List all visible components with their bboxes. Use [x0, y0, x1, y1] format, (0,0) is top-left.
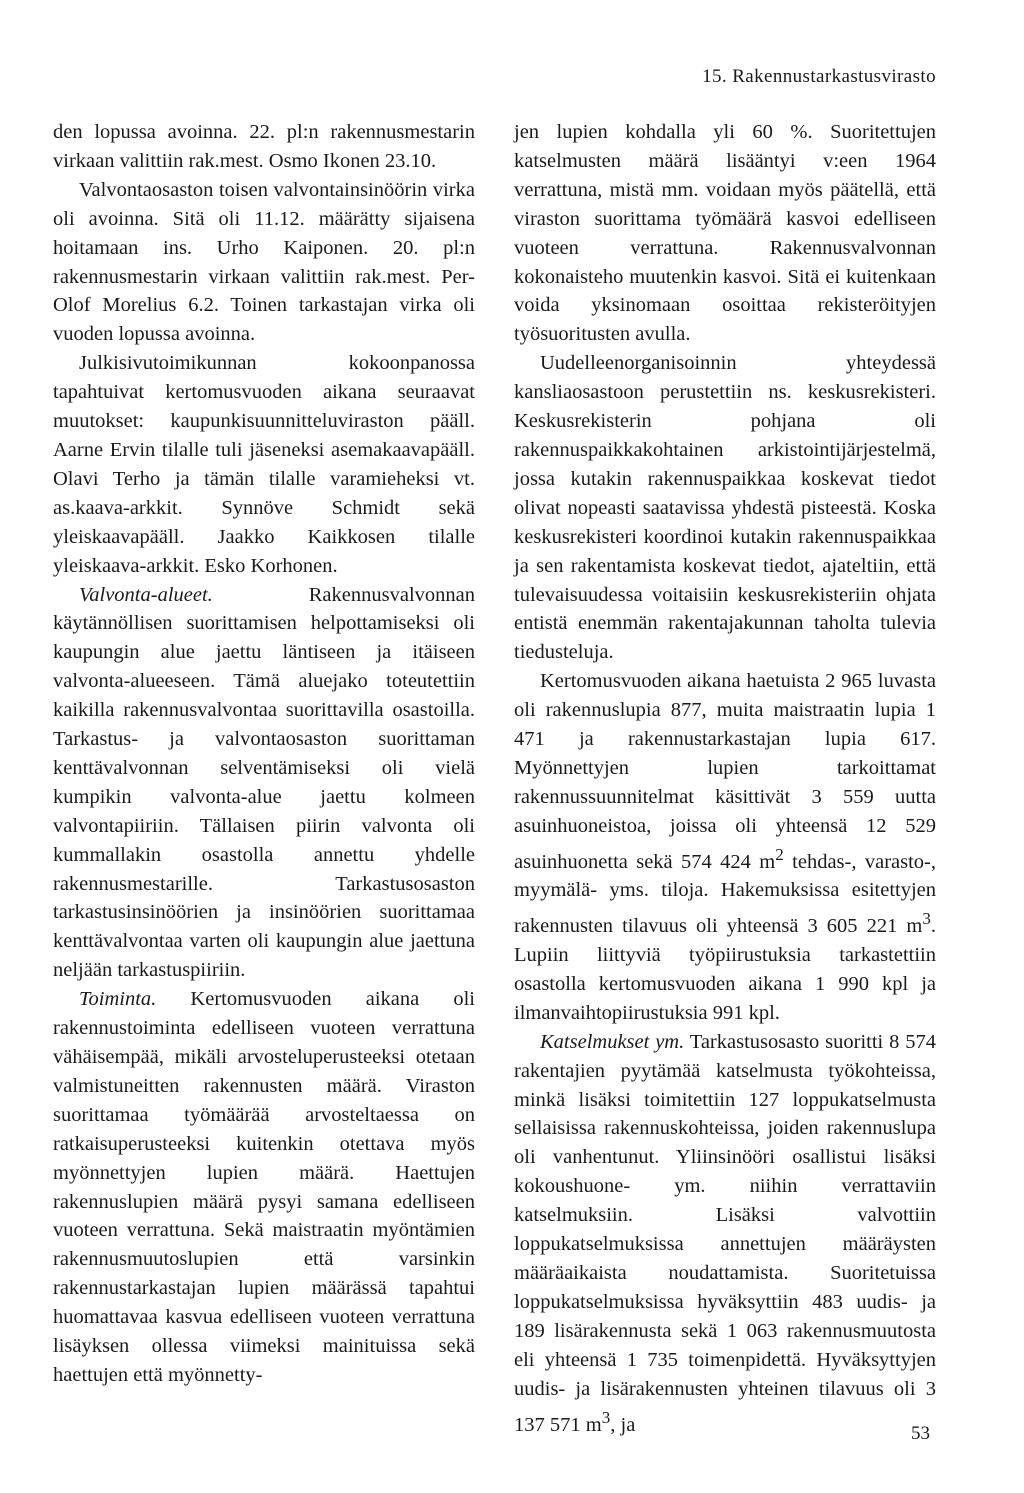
- section-heading-valvonta-alueet: Valvonta-alueet.: [79, 583, 213, 606]
- left-paragraph-4-text: Rakennusvalvonnan käytännöllisen suorittamisen helpottamiseksi oli kaupungin alue jaettu läntiseen ja itäiseen valvonta-alueeseen. Tämä aluejako toteutettiin kaikilla rakennusvalvontaa suorittavilla osastoilla. Tarkastus- ja valvontaosaston suorittaman kenttävalvonnan selventämiseksi oli vielä kumpikin valvonta-alue jaettu kolmeen valvontapiiriin. Tällaisen piirin valvonta oli kummallakin osastolla annettu yhdelle rakennusmestarille. Tarkastusosaston tarkastusinsinöörien ja insinöörien suorittamaa kenttävalvontaa varten oli kaupungin alue jaettuna neljään tarkastuspiiriin.: [53, 583, 475, 982]
- right-paragraph-4-text-b: , ja: [610, 1413, 636, 1436]
- left-paragraph-1: den lopussa avoinna. 22. pl:n rakennusmestarin virkaan valittiin rak.mest. Osmo Ikonen 23.10.: [53, 121, 475, 172]
- right-column: [514, 118, 936, 1439]
- right-paragraph-4-text-a: Tarkastusosasto suoritti 8 574 rakentajien pyytämää katselmusta työkohteissa, minkä lisäksi toimitettiin 127 loppukatselmusta sellaisissa rakennuskohteissa, joiden rakennuslupa oli vanhentunut. Yliinsinööri osallistui lisäksi kokoushuone- ym. niihin verrattaviin katselmuksiin. Lisäksi valvottiin loppukatselmuksissa annettujen määräysten määräaikaista noudattamista. Suoritetuissa loppukatselmuksissa hyväksyttiin 483 uudis- ja 189 lisärakennusta sekä 1 063 rakennusmuutosta eli yhteensä 1 735 toimenpidettä. Hyväksyttyjen uudis- ja lisärakennusten yhteinen tilavuus oli 3 137 571 m: [514, 1030, 936, 1436]
- left-column: [53, 118, 475, 1390]
- running-header: 15. Rakennustarkastusvirasto: [702, 66, 936, 87]
- superscript-squared: 2: [775, 844, 784, 864]
- right-paragraph-3-text-b: tehdas-, varasto-, myymälä- yms. tiloja. Hakemuksissa esitettyjen rakennusten tilavuus oli yhteensä 3 605 221 m: [514, 850, 936, 938]
- left-paragraph-5: [53, 985, 475, 1390]
- superscript-cubed: 3: [922, 909, 931, 929]
- right-paragraph-2: Uudelleenorganisoinnin yhteydessä kansliaosastoon perustettiin ns. keskusrekisteri. Keskusrekisterin pohjana oli rakennuspaikkakohtainen arkistointijärjestelmä, jossa kutakin rakennuspaikkaa koskevat tiedot olivat nopeasti saatavissa yhdestä pisteestä. Koska keskusrekisteri koordinoi kutakin rakennuspaikkaa ja sen rakentamista koskevat tiedot, ajateltiin, että tulevaisuudessa voitaisiin keskusrekisteriin ohjata entistä enemmän rakentajakunnan taholta tulevia tiedusteluja.: [514, 352, 936, 664]
- left-paragraph-3: Julkisivutoimikunnan kokoonpanossa tapahtuivat kertomusvuoden aikana seuraavat muutokset: kaupunkisuunnitteluviraston pääll. Aarne Ervin tilalle tuli jäseneksi asemakaavapääll. Olavi Terho ja tämän tilalle varamieheksi vt. as.kaava-arkkit. Synnöve Schmidt sekä yleiskaavapääll. Jaakko Kaikkosen tilalle yleiskaava-arkkit. Esko Korhonen.: [53, 352, 475, 577]
- left-paragraph-5-text: Kertomusvuoden aikana oli rakennustoiminta edelliseen vuoteen verrattuna vähäisempää, mikäli arvosteluperusteeksi otetaan valmistuneitten rakennusten määrä. Viraston suorittamaa työmäärää arvosteltaessa on ratkaisuperusteeksi kuitenkin otettava myös myönnettyjen lupien määrä. Haettujen rakennuslupien määrä pysyi samana edelliseen vuoteen verrattuna. Sekä maistraatin myöntämien rakennusmuutoslupien että varsinkin rakennustarkastajan lupien määrässä tapahtui huomattavaa kasvua edelliseen vuoteen verrattuna lisäyksen ollessa viimeksi mainituissa sekä haettujen että myönnetty-: [53, 988, 475, 1386]
- section-heading-katselmukset: Katselmukset ym.: [540, 1030, 685, 1053]
- right-paragraph-3: [514, 667, 936, 1028]
- right-paragraph-1: jen lupien kohdalla yli 60 %. Suoritettujen katselmusten määrä lisääntyi v:een 1964 verrattuna, mistä mm. voidaan myös päätellä, että viraston suorittama työmäärä kasvoi edelliseen vuoteen verrattuna. Rakennusvalvonnan kokonaisteho muutenkin kasvoi. Sitä ei kuitenkaan voida yksinomaan osoittaa rekisteröityjen työsuoritusten avulla.: [514, 121, 936, 346]
- right-paragraph-3-text-c: . Lupiin liittyviä työpiirustuksia tarkastettiin osastolla kertomusvuoden aikana 1 990 kpl ja ilmanvaihtopiirustuksia 991 kpl.: [514, 915, 936, 1024]
- superscript-cubed-2: 3: [601, 1407, 611, 1427]
- left-paragraph-2: Valvontaosaston toisen valvontainsinöörin virka oli avoinna. Sitä oli 11.12. määrätty sijaisena hoitamaan ins. Urho Kaiponen. 20. pl:n rakennusmestarin virkaan valittiin rak.mest. Per-Olof Morelius 6.2. Toinen tarkastajan virka oli vuoden lopussa avoinna.: [53, 178, 475, 346]
- left-paragraph-4: [53, 581, 475, 986]
- page-number: 53: [911, 1423, 930, 1444]
- right-paragraph-4: [514, 1028, 936, 1440]
- section-heading-toiminta: Toiminta.: [79, 988, 157, 1011]
- right-paragraph-3-text-a: Kertomusvuoden aikana haetuista 2 965 luvasta oli rakennuslupia 877, muita maistraatin lupia 1 471 ja rakennustarkastajan lupia 617. Myönnettyjen lupien tarkoittamat rakennussuunnitelmat käsittivät 3 559 uutta asuinhuoneistoa, joissa oli yhteensä 12 529 asuinhuonetta sekä 574 424 m: [514, 670, 936, 873]
